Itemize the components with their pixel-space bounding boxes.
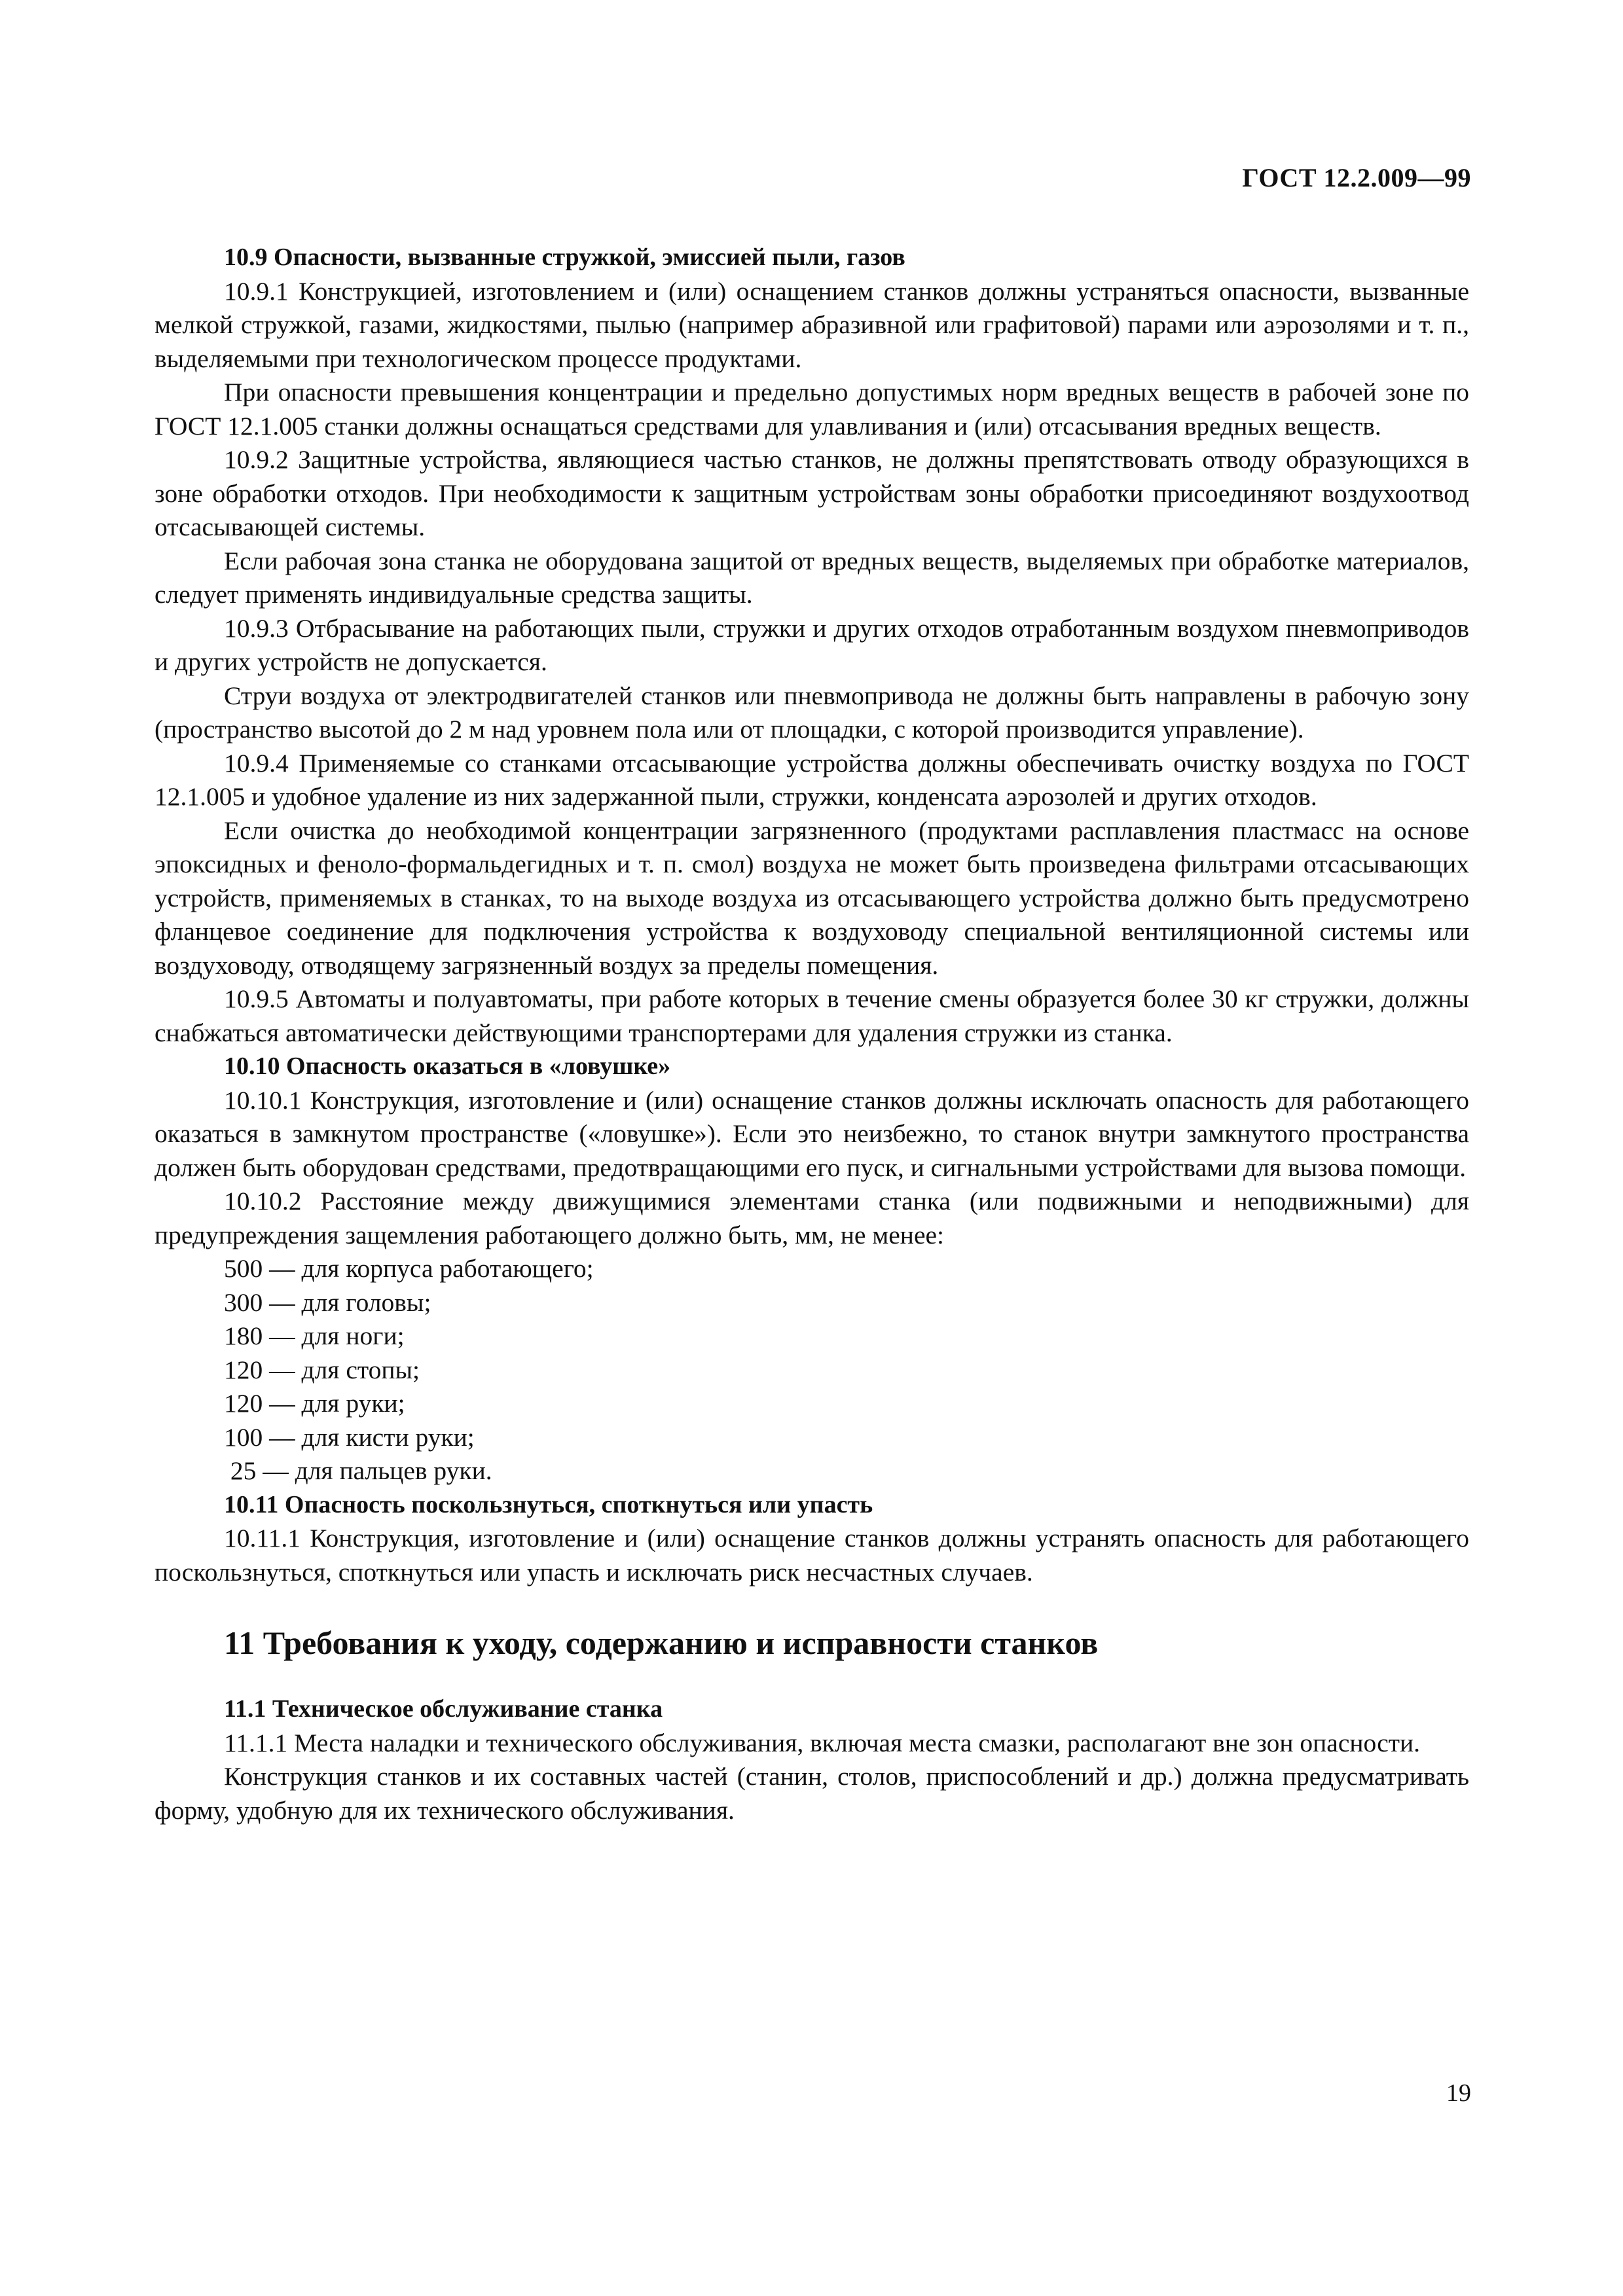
paragraph: Конструкция станков и их составных частей (станин, столов, приспособлений и др.) должна предусматривать форму, удобную для их технического обслуживания. [155,1762,1469,1825]
section-10-9-heading: 10.9 Опасности, вызванные стружкой, эмиссией пыли, газов [224,243,905,271]
paragraph: 10.9.2 Защитные устройства, являющиеся частью станков, не должны препятствовать отводу образующихся в зоне обработки отходов. При необходимости к защитным устройствам зоны обработки присоединяют воздухоотвод отсасывающей системы. [155,445,1469,541]
list-item: 120 — для руки; [224,1389,405,1418]
list-item: 500 — для корпуса работающего; [224,1254,594,1283]
paragraph: Если рабочая зона станка не оборудована защитой от вредных веществ, выделяемых при обработке материалов, следует применять индивидуальные средства защиты. [155,546,1469,609]
paragraph: 10.10.1 Конструкция, изготовление и (или) оснащение станков должны исключать опасность для работающего оказаться в замкнутом пространстве («ловушке»). Если это неизбежно, то станок внутри замкнутого пространства должен быть оборудован средствами, предотвращающими его пуск, и сигнальными устройствами для вызова помощи. [155,1085,1469,1182]
list-item: 180 — для ноги; [224,1321,405,1350]
list-item: 100 — для кисти руки; [224,1422,475,1452]
paragraph: 10.9.4 Применяемые со станками отсасывающие устройства должны обеспечивать очистку воздуха по ГОСТ 12.1.005 и удобное удаление из них задержанной пыли, стружки, конденсата аэрозолей и других отходов. [155,748,1469,811]
paragraph: Струи воздуха от электродвигателей станков или пневмопривода не должны быть направлены в рабочую зону (пространство высотой до 2 м над уровнем пола или от площадки, с которой производится управление). [155,681,1469,744]
list-item: 120 — для стопы; [224,1355,420,1384]
list-item: 25 — для пальцев руки. [224,1456,492,1485]
paragraph: 10.10.2 Расстояние между движущимися элементами станка (или подвижными и неподвижными) для предупреждения защемления работающего должно быть, мм, не менее: [155,1187,1469,1249]
document-code: ГОСТ 12.2.009—99 [1242,163,1471,192]
distance-list [155,1252,1469,1488]
paragraph: 11.1.1 Места наладки и технического обслуживания, включая места смазки, располагают вне зон опасности. [224,1728,1421,1757]
paragraph: При опасности превышения концентрации и предельно допустимых норм вредных веществ в рабочей зоне по ГОСТ 12.1.005 станки должны оснащаться средствами для улавливания и (или) отсасывания вредных веществ. [155,378,1469,440]
paragraph: Если очистка до необходимой концентрации загрязненного (продуктами расплавления пластмасс на основе эпоксидных и феноло-формальдегидных и т. п. смол) воздуха не может быть произведена фильтрами отсасывающих устройств, применяемых в станках, то на выходе воздуха из отсасывающего устройства должно быть предусмотрено фланцевое соединение для подключения устройства к воздуховоду специальной вентиляционной системы или воздуховоду, отводящему загрязненный воздух за пределы помещения. [155,816,1469,980]
paragraph: 10.9.3 Отбрасывание на работающих пыли, стружки и других отходов отработанным воздухом пневмоприводов и других устройств не допускается. [155,613,1469,676]
section-11-heading: 11 Требования к уходу, содержанию и исправности станков [224,1624,1099,1661]
paragraph: 10.9.1 Конструкцией, изготовлением и (или) оснащением станков должны устраняться опасности, вызванные мелкой стружкой, газами, жидкостями, пылью (например абразивной или графитовой) парами или аэрозолями и т. п., выделяемыми при технологическом процессе продуктами. [155,276,1469,373]
paragraph: 10.11.1 Конструкция, изготовление и (или) оснащение станков должны устранять опасность для работающего поскользнуться, споткнуться или упасть и исключать риск несчастных случаев. [155,1524,1469,1587]
paragraph: 10.9.5 Автоматы и полуавтоматы, при работе которых в течение смены образуется более 30 кг стружки, должны снабжаться автоматически действующими транспортерами для удаления стружки из станка. [155,984,1469,1047]
list-item: 300 — для головы; [224,1287,431,1317]
section-10-11-heading: 10.11 Опасность поскользнуться, споткнуться или упасть [224,1490,873,1518]
document-body [155,241,1469,1827]
section-11-1-heading: 11.1 Техническое обслуживание станка [224,1695,663,1723]
page-number: 19 [1446,2079,1471,2107]
section-10-10-heading: 10.10 Опасность оказаться в «ловушке» [224,1052,671,1080]
